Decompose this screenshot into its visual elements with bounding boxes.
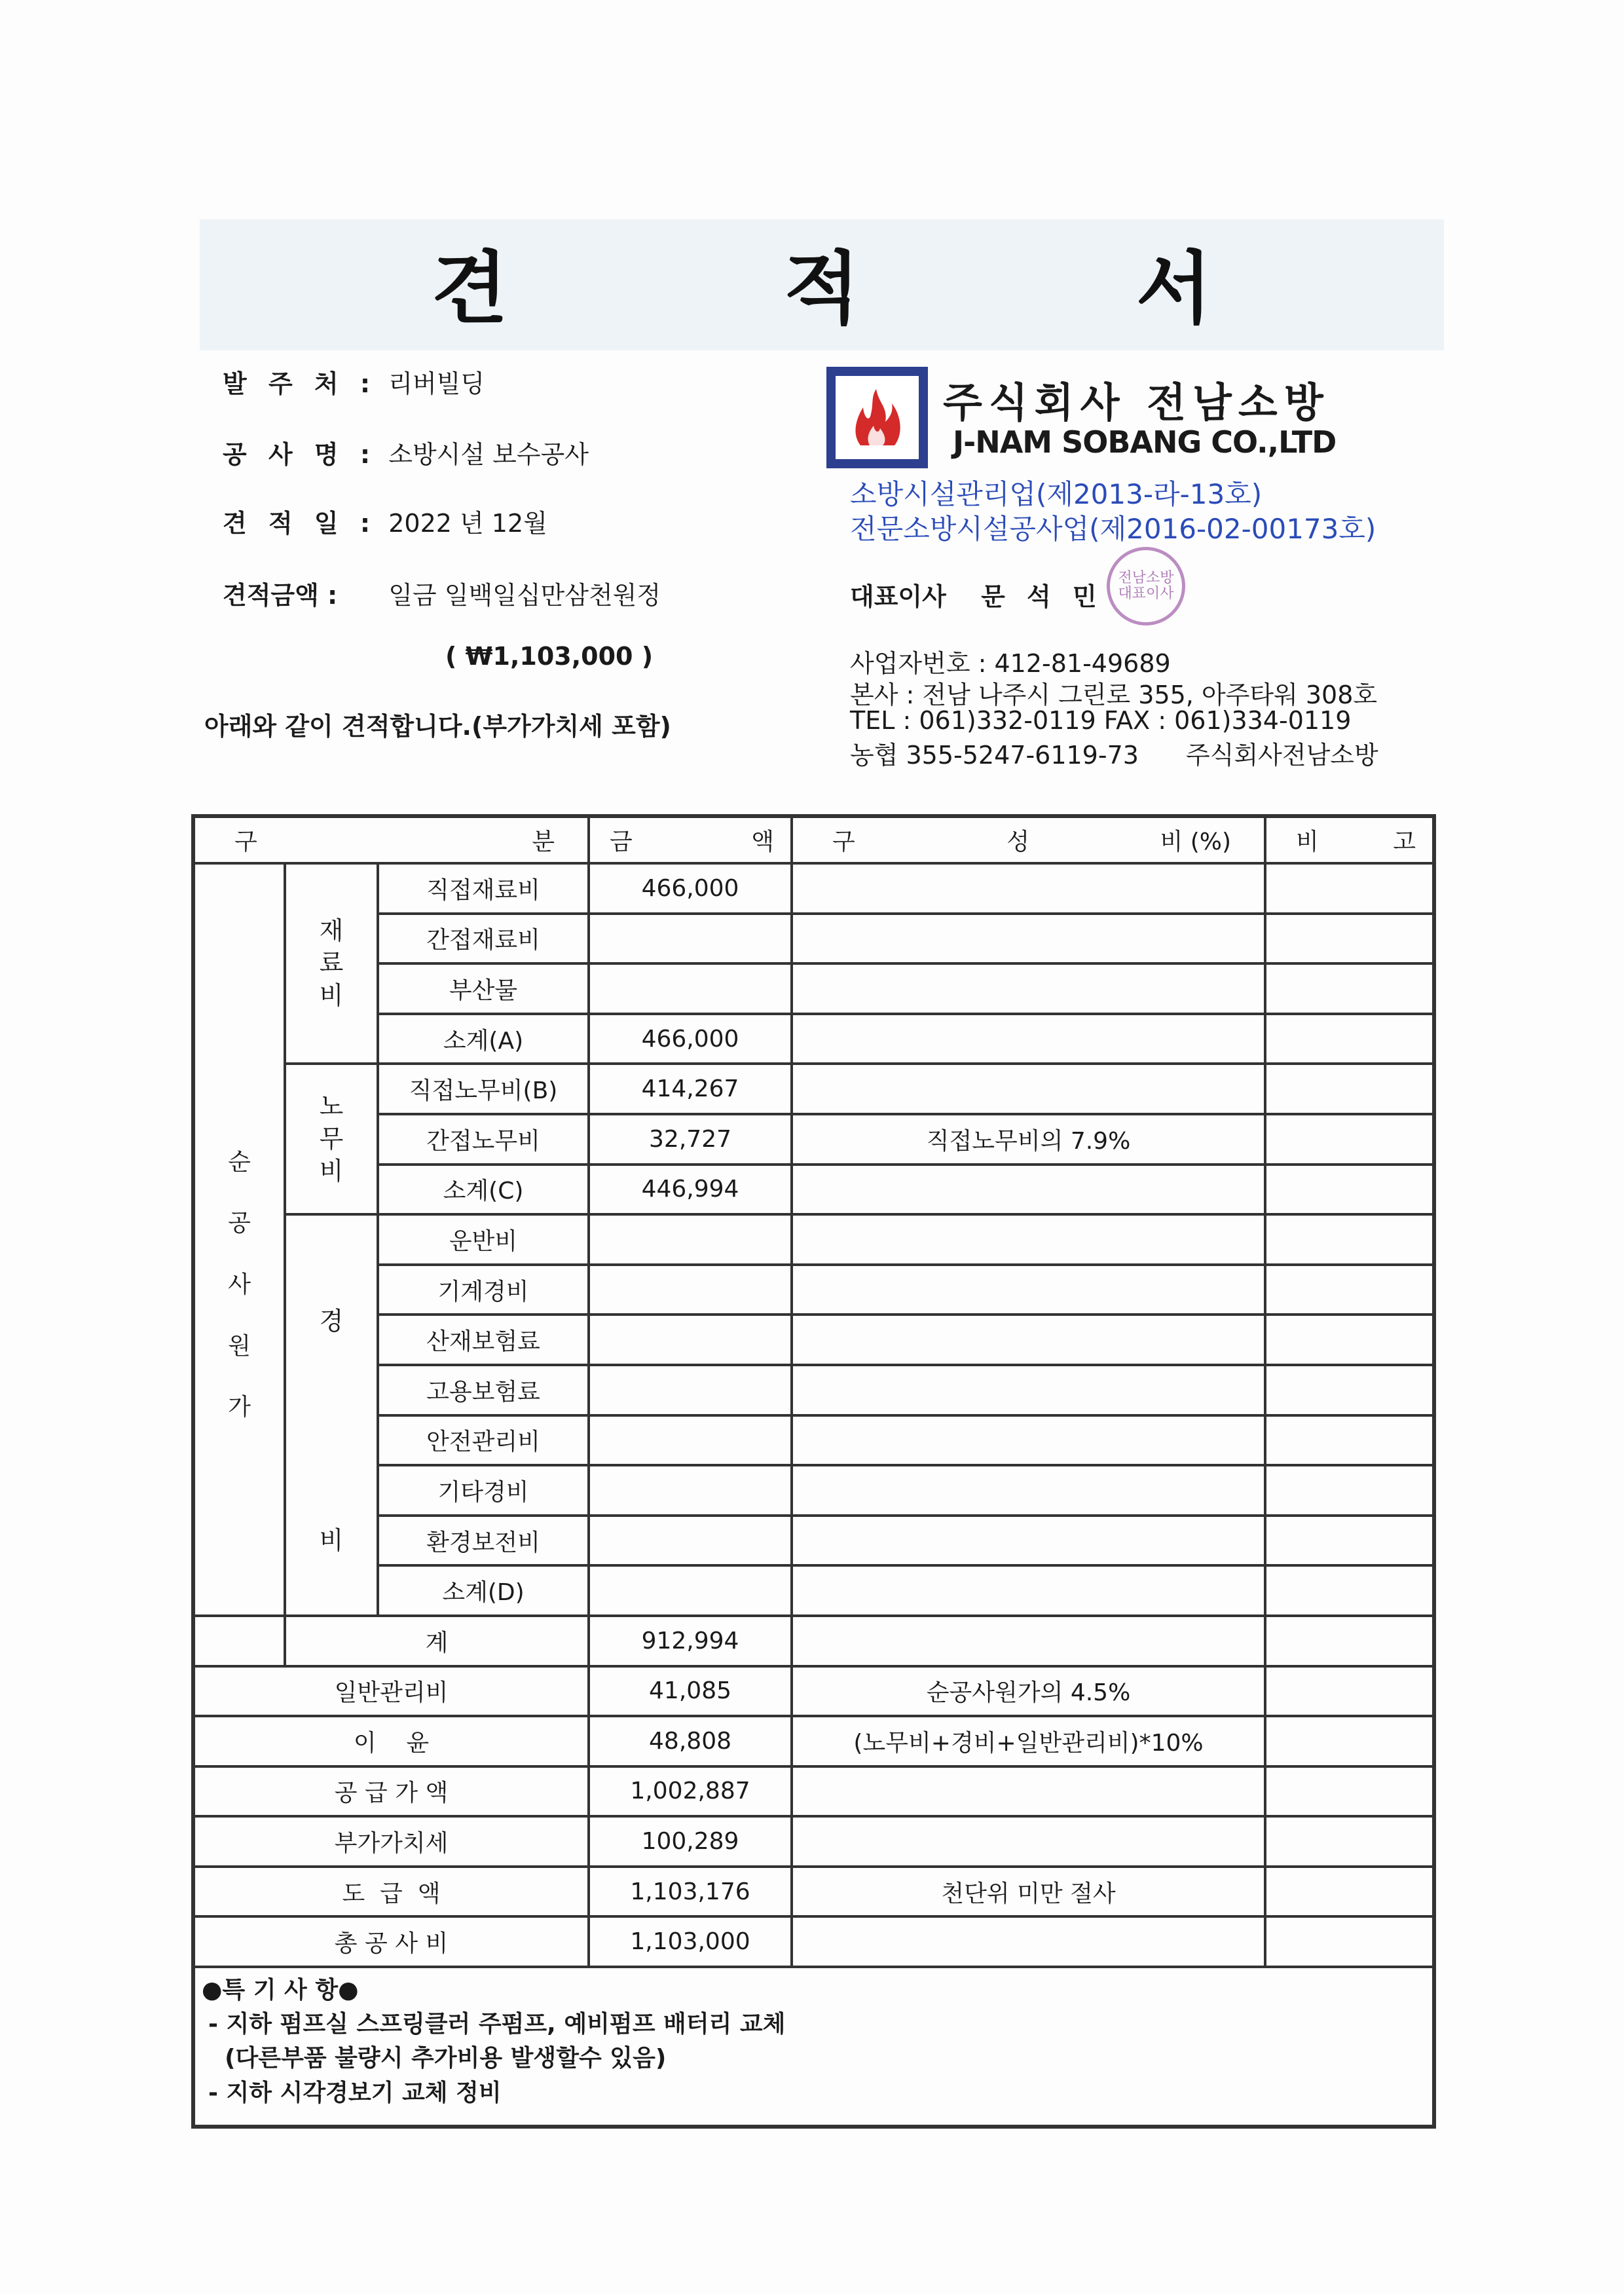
row-remark	[1265, 863, 1434, 914]
row-item: 간접노무비	[378, 1114, 589, 1165]
summary-remark	[1265, 1766, 1434, 1817]
amount-number: ( ₩1,103,000 )	[445, 642, 654, 671]
row-amount	[589, 1265, 792, 1315]
row-note	[792, 1465, 1265, 1516]
header-remark	[1265, 816, 1434, 863]
row-remark	[1265, 1064, 1434, 1114]
row-item: 소계(C)	[378, 1165, 589, 1215]
table-row	[193, 1565, 1434, 1616]
summary-note: (노무비+경비+일반관리비)*10%	[792, 1716, 1265, 1766]
summary-amount: 1,103,000	[589, 1916, 792, 1967]
note-line: - 지하 시각경보기 교체 정비	[208, 2079, 502, 2106]
row-amount	[589, 1465, 792, 1516]
row-item: 운반비	[378, 1214, 589, 1265]
row-item: 고용보험료	[378, 1365, 589, 1415]
table-row	[193, 1014, 1434, 1064]
row-amount	[589, 1315, 792, 1365]
amount-words: 일금 일백일십만삼천원정	[388, 581, 661, 610]
summary-amount: 1,103,176	[589, 1867, 792, 1917]
row-note	[792, 1415, 1265, 1466]
row-remark	[1265, 1165, 1434, 1215]
project-row	[223, 434, 589, 470]
client-row	[223, 364, 485, 400]
notes-title: ●특 기 사 항●	[202, 1977, 359, 2004]
estimate-note: 아래와 같이 견적합니다.(부가가치세 포함)	[204, 712, 671, 741]
total-item: 계	[285, 1616, 589, 1666]
header-comp-c: 비 (%)	[1160, 829, 1232, 855]
row-item: 간접재료비	[378, 914, 589, 964]
table-row	[193, 1265, 1434, 1315]
summary-item: 일반관리비	[193, 1666, 589, 1717]
summary-remark	[1265, 1816, 1434, 1867]
row-note	[792, 1265, 1265, 1315]
summary-row	[193, 1716, 1434, 1766]
notes-row	[193, 1967, 1434, 2127]
business-number: 사업자번호 : 412-81-49689	[850, 649, 1171, 678]
row-amount	[589, 963, 792, 1014]
row-note	[792, 1014, 1265, 1064]
amount-row	[223, 575, 661, 611]
estimate-table	[191, 814, 1436, 2129]
summary-amount: 48,808	[589, 1716, 792, 1766]
header-amount-a: 금	[610, 829, 633, 855]
ceo-line	[850, 576, 1103, 612]
row-remark	[1265, 1265, 1434, 1315]
header-amount	[589, 816, 792, 863]
date-label: 견 적 일 :	[223, 509, 377, 538]
company-logo	[826, 367, 928, 468]
date-value: 2022 년 12월	[388, 509, 547, 538]
row-amount: 466,000	[589, 1014, 792, 1064]
row-amount: 32,727	[589, 1114, 792, 1165]
header-category	[193, 816, 589, 863]
row-amount: 466,000	[589, 863, 792, 914]
group-material: 재 료 비	[285, 863, 378, 1064]
row-item: 직접노무비(B)	[378, 1064, 589, 1114]
row-amount: 446,994	[589, 1165, 792, 1215]
document-title: 견 적 서	[432, 244, 1337, 335]
total-amount: 912,994	[589, 1616, 792, 1666]
client-label: 발 주 처 :	[223, 369, 377, 398]
total-remark	[1265, 1616, 1434, 1666]
row-item: 소계(D)	[378, 1565, 589, 1616]
summary-remark	[1265, 1867, 1434, 1917]
row-item: 부산물	[378, 963, 589, 1014]
summary-note: 천단위 미만 절사	[792, 1867, 1265, 1917]
header-gu: 구	[234, 829, 257, 855]
special-notes	[193, 1967, 1434, 2127]
summary-amount: 1,002,887	[589, 1766, 792, 1817]
table-row	[193, 1516, 1434, 1566]
table-row	[193, 1415, 1434, 1466]
row-amount	[589, 1565, 792, 1616]
summary-remark	[1265, 1716, 1434, 1766]
row-note	[792, 1565, 1265, 1616]
row-item: 환경보전비	[378, 1516, 589, 1566]
total-note	[792, 1616, 1265, 1666]
license-1: 소방시설관리업(제2013-라-13호)	[850, 478, 1263, 510]
company-english-name: J-NAM SOBANG CO.,LTD	[953, 424, 1337, 460]
row-remark	[1265, 1415, 1434, 1466]
summary-amount: 100,289	[589, 1816, 792, 1867]
row-remark	[1265, 1465, 1434, 1516]
total-row	[193, 1616, 1434, 1666]
table-row	[193, 863, 1434, 914]
table-row	[193, 1214, 1434, 1265]
project-value: 소방시설 보수공사	[388, 440, 589, 469]
summary-amount: 41,085	[589, 1666, 792, 1717]
row-remark	[1265, 1315, 1434, 1365]
company-phone-fax: TEL : 061)332-0119 FAX : 061)334-0119	[850, 706, 1352, 735]
row-item: 산재보험료	[378, 1315, 589, 1365]
header-remark-a: 비	[1296, 829, 1319, 855]
row-amount	[589, 1365, 792, 1415]
header-composition	[792, 816, 1265, 863]
note-line: - 지하 펌프실 스프링클러 주펌프, 예비펌프 배터리 교체	[208, 2011, 786, 2038]
row-note	[792, 1214, 1265, 1265]
row-note	[792, 963, 1265, 1014]
bank-account: 농협 355-5247-6119-73	[850, 741, 1139, 770]
note-line: (다른부품 불량시 추가비용 발생할수 있음)	[208, 2045, 667, 2072]
summary-item: 도 급 액	[193, 1867, 589, 1917]
license-2: 전문소방시설공사업(제2016-02-00173호)	[850, 513, 1376, 545]
table-row	[193, 963, 1434, 1014]
account-holder: 주식회사전남소방	[1186, 741, 1378, 770]
date-row	[223, 503, 547, 539]
row-remark	[1265, 1565, 1434, 1616]
flame-icon	[847, 388, 908, 448]
company-seal	[1107, 547, 1185, 625]
summary-note	[792, 1916, 1265, 1967]
row-note	[792, 914, 1265, 964]
header-comp-a: 구	[832, 829, 855, 855]
row-item: 직접재료비	[378, 863, 589, 914]
header-bun: 분	[532, 829, 555, 855]
header-remark-b: 고	[1393, 829, 1416, 855]
table-row	[193, 1465, 1434, 1516]
header-amount-b: 액	[751, 829, 775, 855]
summary-row	[193, 1816, 1434, 1867]
row-item: 소계(A)	[378, 1014, 589, 1064]
ceo-name: 문 석 민	[981, 582, 1103, 611]
summary-item: 이 윤	[193, 1716, 589, 1766]
summary-item: 총 공 사 비	[193, 1916, 589, 1967]
row-note	[792, 1064, 1265, 1114]
summary-row	[193, 1867, 1434, 1917]
table-row	[193, 1165, 1434, 1215]
project-label: 공 사 명 :	[223, 440, 377, 469]
row-remark	[1265, 1114, 1434, 1165]
table-header-row	[193, 816, 1434, 863]
summary-note	[792, 1816, 1265, 1867]
bank-line	[850, 735, 1378, 771]
table-row	[193, 1315, 1434, 1365]
company-name: 주식회사 전남소방	[943, 379, 1330, 426]
row-amount	[589, 1415, 792, 1466]
row-remark	[1265, 963, 1434, 1014]
row-note	[792, 863, 1265, 914]
total-blank	[193, 1616, 285, 1666]
summary-row	[193, 1666, 1434, 1717]
row-note	[792, 1165, 1265, 1215]
group-expense	[285, 1214, 378, 1616]
summary-note	[792, 1766, 1265, 1817]
summary-remark	[1265, 1916, 1434, 1967]
row-item: 기타경비	[378, 1465, 589, 1516]
row-note: 직접노무비의 7.9%	[792, 1114, 1265, 1165]
row-remark	[1265, 1365, 1434, 1415]
row-remark	[1265, 1516, 1434, 1566]
row-amount	[589, 1214, 792, 1265]
row-amount	[589, 1516, 792, 1566]
amount-label: 견적금액 :	[223, 581, 338, 610]
seal-text: 전남소방 대표이사	[1118, 569, 1174, 602]
row-item: 기계경비	[378, 1265, 589, 1315]
summary-row	[193, 1766, 1434, 1817]
row-item: 안전관리비	[378, 1415, 589, 1466]
ceo-label: 대표이사	[850, 582, 946, 611]
group-main: 순 공 사 원 가	[193, 863, 285, 1616]
summary-item: 공 급 가 액	[193, 1766, 589, 1817]
group-labor: 노 무 비	[285, 1064, 378, 1214]
row-note	[792, 1365, 1265, 1415]
header-comp-b: 성	[1006, 829, 1030, 855]
row-remark	[1265, 1214, 1434, 1265]
row-note	[792, 1516, 1265, 1566]
table-row	[193, 1365, 1434, 1415]
table-row	[193, 1114, 1434, 1165]
row-note	[792, 1315, 1265, 1365]
summary-remark	[1265, 1666, 1434, 1717]
row-amount: 414,267	[589, 1064, 792, 1114]
summary-row	[193, 1916, 1434, 1967]
table-row	[193, 914, 1434, 964]
client-value: 리버빌딩	[388, 369, 485, 398]
row-remark	[1265, 914, 1434, 964]
table-row	[193, 1064, 1434, 1114]
row-amount	[589, 914, 792, 964]
row-remark	[1265, 1014, 1434, 1064]
company-address: 본사 : 전남 나주시 그린로 355, 아주타워 308호	[850, 681, 1378, 709]
group-expense-a: 경	[319, 1307, 344, 1336]
group-expense-b: 비	[319, 1526, 344, 1556]
summary-item: 부가가치세	[193, 1816, 589, 1867]
summary-note: 순공사원가의 4.5%	[792, 1666, 1265, 1717]
